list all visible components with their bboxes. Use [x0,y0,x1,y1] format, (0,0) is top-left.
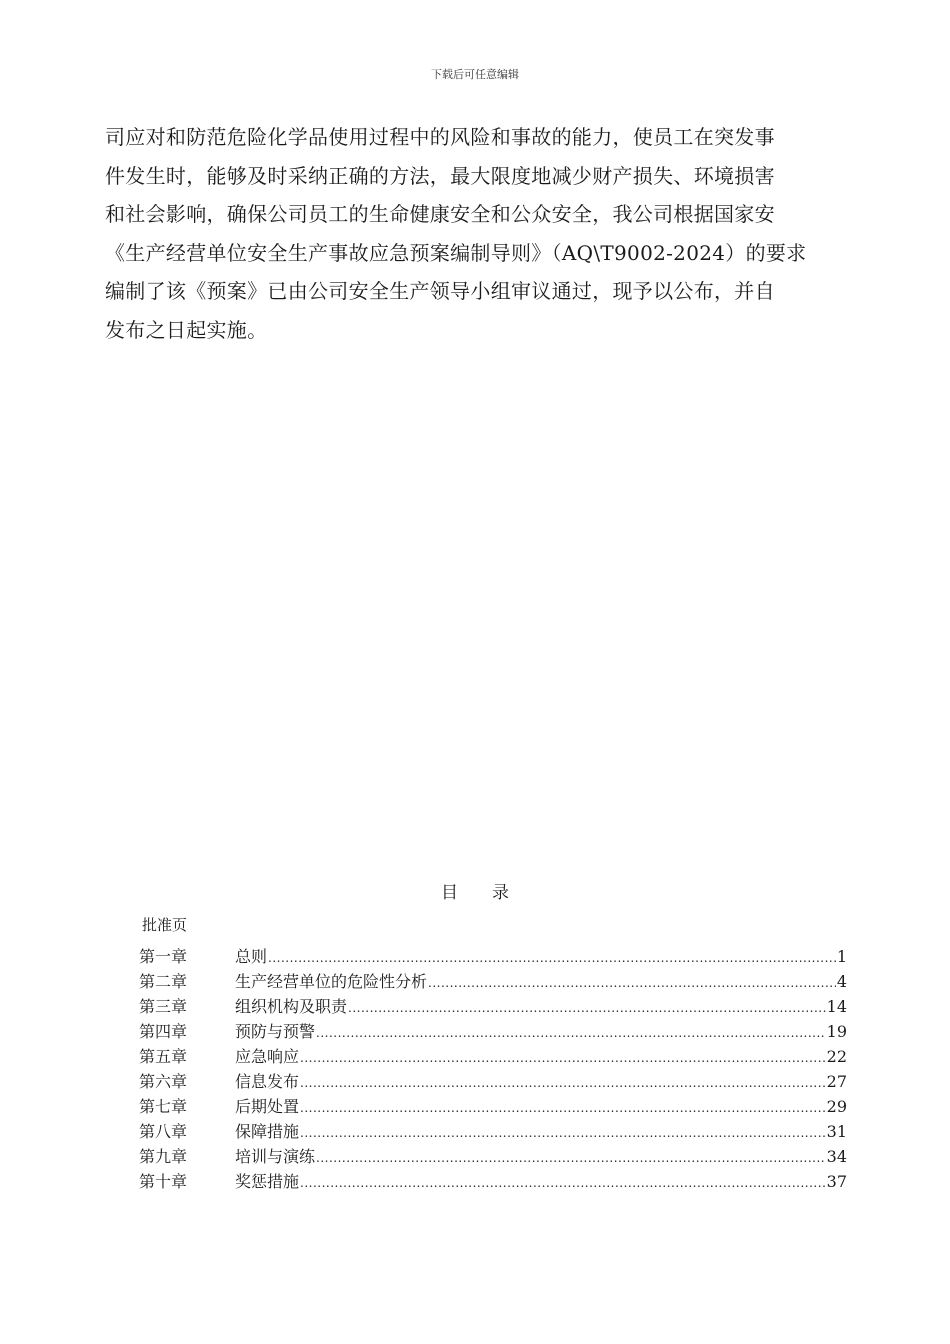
toc-leader-dots [316,1146,826,1171]
toc-leader-dots [428,971,836,996]
toc-leader-dots [300,1096,826,1121]
toc-page-number: 34 [826,1147,847,1166]
paragraph-line: 和社会影响，确保公司员工的生命健康安全和公众安全，我公司根据国家安 [105,202,775,226]
toc-chapter: 第十章 [139,1172,188,1191]
paragraph-line: 司应对和防范危险化学品使用过程中的风险和事故的能力，使员工在突发事 [105,125,775,149]
paragraph-line: 件发生时，能够及时采纳正确的方法，最大限度地减少财产损失、环境损害 [105,163,775,188]
toc-entry[interactable] [139,1144,847,1169]
toc-entry-title: 培训与演练 [235,1147,316,1166]
toc-entry[interactable] [139,1044,847,1069]
toc-chapter: 第八章 [139,1122,188,1141]
toc-leader-dots [300,1046,826,1071]
body-paragraph [105,118,865,349]
toc-list [139,944,847,1194]
page-header: 下载后可任意编辑 [431,68,519,81]
toc-entry[interactable] [139,969,847,994]
toc-page-number: 19 [826,1022,847,1041]
toc-title [0,878,950,903]
toc-page-number: 22 [826,1047,847,1066]
toc-entry-title: 保障措施 [235,1122,300,1141]
toc-leader-dots [268,946,836,971]
toc-page-number: 37 [826,1172,847,1191]
toc-chapter: 第九章 [139,1147,188,1166]
toc-entry[interactable] [139,944,847,969]
toc-leader-dots [300,1171,826,1196]
toc-entry-title: 应急响应 [235,1047,300,1066]
toc-entry[interactable] [139,1119,847,1144]
toc-chapter: 第二章 [139,972,188,991]
paragraph-line: 《生产经营单位安全生产事故应急预案编制导则》（AQ\T9002-2024）的要求 [105,240,807,265]
toc-title-right: 录 [492,883,509,903]
toc-entry-title: 后期处置 [235,1097,300,1116]
toc-page-number: 14 [826,997,847,1016]
toc-leader-dots [300,1071,826,1096]
toc-chapter: 第六章 [139,1072,188,1091]
toc-entry[interactable] [139,994,847,1019]
toc-entry-title: 组织机构及职责 [235,997,348,1016]
toc-entry-title: 信息发布 [235,1072,300,1091]
toc-approval-page[interactable]: 批准页 [142,916,188,934]
toc-chapter: 第一章 [139,947,188,966]
toc-leader-dots [348,996,826,1021]
toc-entry-title: 总则 [235,947,268,966]
toc-leader-dots [300,1121,826,1146]
toc-entry-title: 生产经营单位的危险性分析 [235,972,428,991]
toc-page-number: 27 [826,1072,847,1091]
toc-page-number: 29 [826,1097,847,1116]
toc-chapter: 第五章 [139,1047,188,1066]
toc-title-left: 目 [441,883,458,903]
toc-entry[interactable] [139,1069,847,1094]
paragraph-line: 发布之日起实施。 [105,317,268,342]
toc-entry-title: 奖惩措施 [235,1172,300,1191]
toc-chapter: 第三章 [139,997,188,1016]
toc-chapter: 第七章 [139,1097,188,1116]
toc-entry[interactable] [139,1169,847,1194]
toc-page-number: 31 [826,1122,847,1141]
paragraph-line: 编制了该《预案》已由公司安全生产领导小组审议通过，现予以公布，并自 [105,279,775,303]
toc-entry[interactable] [139,1019,847,1044]
toc-entry-title: 预防与预警 [235,1022,316,1041]
toc-chapter: 第四章 [139,1022,188,1041]
toc-entry[interactable] [139,1094,847,1119]
toc-leader-dots [316,1021,826,1046]
toc-page-number: 1 [836,947,847,966]
toc-page-number: 4 [836,972,847,991]
